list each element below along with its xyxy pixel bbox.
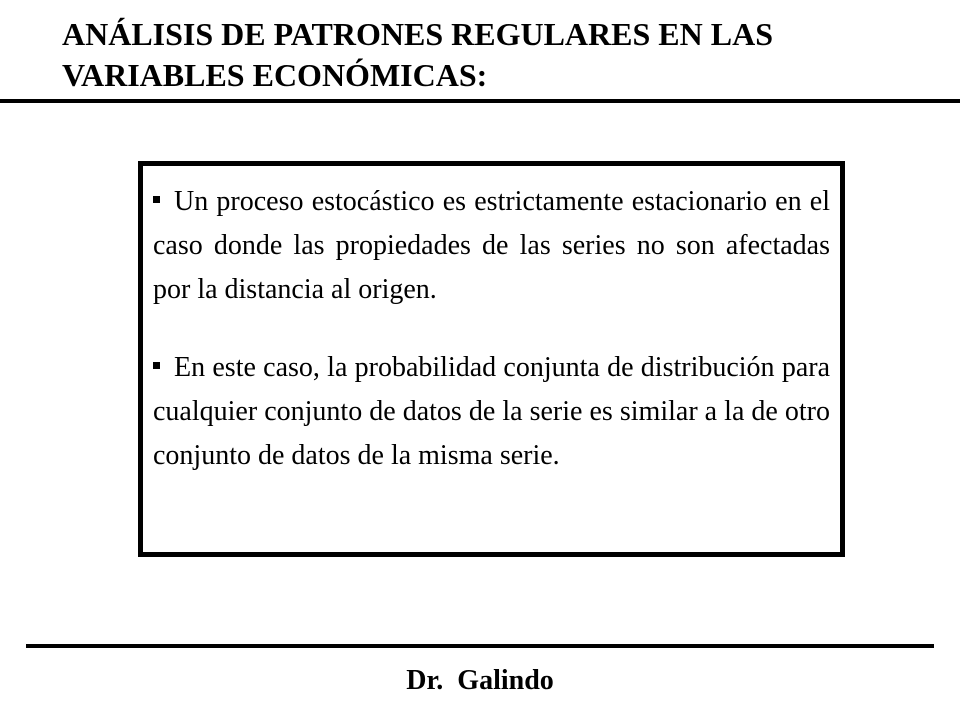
- title-divider: [0, 99, 960, 103]
- bullet-item-2: [153, 346, 830, 478]
- bullet-item-1: [153, 180, 830, 312]
- slide-title: [62, 14, 922, 96]
- bullet-text-1: Un proceso estocástico es estrictamente estacionario en el caso donde las propiedades de las series no son afectadas por la distancia al origen.: [153, 186, 830, 305]
- square-bullet-icon: [153, 362, 160, 369]
- bullet-text-2: En este caso, la probabilidad conjunta de distribución para cualquier conjunto de datos de la serie es similar a la de otro conjunto de datos de la misma serie.: [153, 352, 830, 471]
- square-bullet-icon: [153, 196, 160, 203]
- content-box: [138, 161, 845, 557]
- footer-divider: [26, 644, 934, 648]
- footer-author: Dr. Galindo: [406, 665, 554, 696]
- slide-title-line-1: ANÁLISIS DE PATRONES REGULARES EN LAS: [62, 16, 773, 52]
- slide-title-line-2: VARIABLES ECONÓMICAS:: [62, 57, 488, 93]
